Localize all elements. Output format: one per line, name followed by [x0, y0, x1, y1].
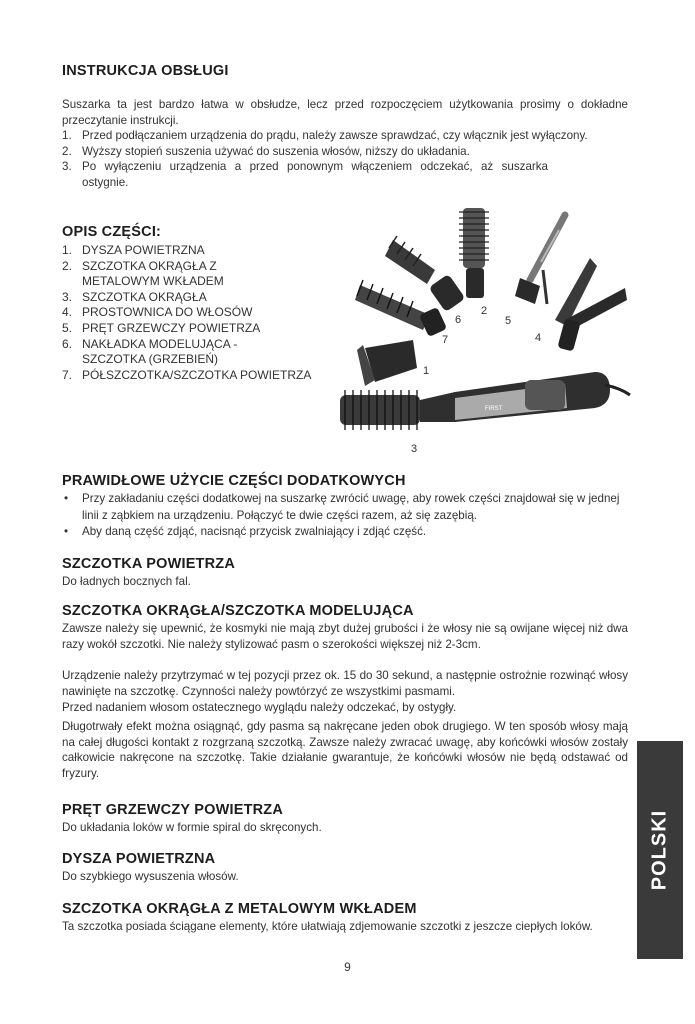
section-heading: DYSZA POWIETRZNA: [62, 851, 216, 867]
item-text: SZCZOTKA OKRĄGŁA Z METALOWYM WKŁADEM: [82, 258, 224, 289]
item-text: Wyższy stopień suszenia używać do suszenia włosów, niższy do układania.: [82, 144, 470, 158]
intro-paragraph: Suszarka ta jest bardzo łatwa w obsłudze, lecz przed rozpoczęciem użytkowania prosimy o dokładne przeczytanie instrukcji.: [62, 98, 628, 127]
item-text: Aby daną część zdjąć, nacisnąć przycisk zwalniający i zdjąć część.: [82, 525, 427, 538]
item-number: 7.: [62, 367, 73, 382]
page-number: 9: [344, 960, 351, 974]
label-1: 1: [423, 365, 430, 377]
item-number: 5.: [62, 320, 73, 335]
usage-list: [62, 491, 628, 541]
instruction-item: [62, 159, 628, 190]
item-text: Przed podłączaniem urządzenia do prądu, należy zawsze sprawdzać, czy włącznik jest wyłączony.: [82, 129, 588, 142]
section-paragraph: Do szybkiego wysuszenia włosów.: [62, 870, 239, 883]
item-text: Przy zakładaniu części dodatkowej na suszarkę zwrócić uwagę, aby rowek części znajdował się w jednej linii z ząbkiem na urządzeniu. Połączyć te dwie części razem, aż się zazębią.: [82, 492, 620, 522]
item-number: 1.: [62, 243, 73, 257]
section-paragraph: Do ładnych bocznych fal.: [62, 575, 191, 588]
item-number: 2.: [62, 258, 73, 273]
curling-rod-icon: [515, 215, 565, 304]
page-title: INSTRUKCJA OBSŁUGI: [62, 63, 229, 79]
instruction-item: [62, 128, 628, 144]
label-2: 2: [481, 305, 488, 317]
item-number: 1.: [62, 129, 72, 142]
instructions-list: [62, 128, 628, 190]
part-item: [62, 368, 362, 384]
label-6: 6: [455, 314, 462, 326]
straightener-icon: [555, 258, 627, 352]
usage-item: [62, 491, 628, 524]
item-number: 3.: [62, 160, 72, 174]
round-metal-brush-icon: [459, 208, 489, 298]
section-heading: PRĘT GRZEWCZY POWIETRZA: [62, 802, 284, 818]
label-3: 3: [411, 443, 418, 455]
section-paragraph: Długotrwały efekt można osiągnąć, gdy pasma są nakręcane jeden obok drugiego. W ten sposób włosy mają na całej długości kontakt z rozgrzaną szczotką. Zawsze należy zwracać uwagę, aby końcówki włosów zostały całkowicie nakręcone na szczotkę. Takie działanie gwarantuje, że końcówki włosów nie będą odstawać od fryzury.: [62, 720, 628, 780]
part-item: [62, 290, 362, 306]
instruction-item: [62, 144, 628, 160]
part-item: [62, 337, 302, 368]
bullet: •: [64, 525, 69, 538]
section-paragraph: Urządzenie należy przytrzymać w tej pozycji przez ok. 15 do 30 sekund, a następnie ostrożnie rozwinąć włosy nawinięte na szczotkę. Czynności należy powtórzyć ze wszystkimi pasmami.: [62, 669, 628, 698]
product-illustration: [335, 200, 635, 455]
label-7: 7: [442, 334, 449, 346]
part-item: [62, 321, 362, 337]
item-number: 6.: [62, 336, 73, 351]
part-item: [62, 243, 362, 259]
section-paragraph: Przed nadaniem włosom ostatecznego wyglądu należy odczekać, by ostygły.: [62, 701, 457, 714]
item-text: PRĘT GRZEWCZY POWIETRZA: [82, 320, 261, 335]
usage-heading: PRAWIDŁOWE UŻYCIE CZĘŚCI DODATKOWYCH: [62, 473, 406, 489]
comb-attachment-icon: [385, 236, 465, 312]
language-label: POLSKI: [648, 809, 671, 891]
item-text: PROSTOWNICA DO WŁOSÓW: [82, 305, 253, 320]
part-item: [62, 305, 362, 321]
brand-label: FIRST: [485, 406, 503, 412]
item-text: NAKŁADKA MODELUJĄCA - SZCZOTKA (GRZEBIEŃ): [82, 336, 238, 367]
part-item: [62, 259, 272, 290]
section-paragraph: Ta szczotka posiada ściągane elementy, które ułatwiają zdjemowanie szczotki z jeszcze ciepłych loków.: [62, 920, 593, 933]
item-text: SZCZOTKA OKRĄGŁA: [82, 289, 207, 304]
parts-list: [62, 243, 362, 383]
section-heading: SZCZOTKA OKRĄGŁA Z METALOWYM WKŁADEM: [62, 901, 417, 917]
section-paragraph: Zawsze należy się upewnić, że kosmyki nie mają zbyt dużej grubości i że włosy nie są owijane więcej niż dwa razy wokół szczotki. Nie należy stylizować pasm o szerokości większej niż 2-3cm.: [62, 622, 628, 651]
item-text: DYSZA POWIETRZNA: [82, 243, 205, 257]
label-4: 4: [535, 332, 542, 344]
item-number: 2.: [62, 144, 72, 158]
section-heading: SZCZOTKA POWIETRZA: [62, 556, 236, 572]
parts-heading: OPIS CZĘŚCI:: [62, 224, 162, 240]
bullet: •: [64, 492, 69, 505]
usage-item: [62, 524, 628, 541]
item-number: 3.: [62, 289, 73, 304]
label-5: 5: [505, 315, 512, 327]
air-nozzle-icon: [357, 340, 417, 386]
item-text: Po wyłączeniu urządzenia a przed ponownym włączeniem odczekać, aż suszarka ostygnie.: [82, 160, 548, 189]
section-paragraph: Do układania loków w formie spiral do skręconych.: [62, 821, 322, 834]
item-text: PÓŁSZCZOTKA/SZCZOTKA POWIETRZA: [82, 367, 312, 382]
hair-dryer-icon: [340, 372, 630, 430]
language-tab: [637, 741, 683, 959]
section-heading: SZCZOTKA OKRĄGŁA/SZCZOTKA MODELUJĄCA: [62, 603, 414, 619]
item-number: 4.: [62, 305, 73, 320]
